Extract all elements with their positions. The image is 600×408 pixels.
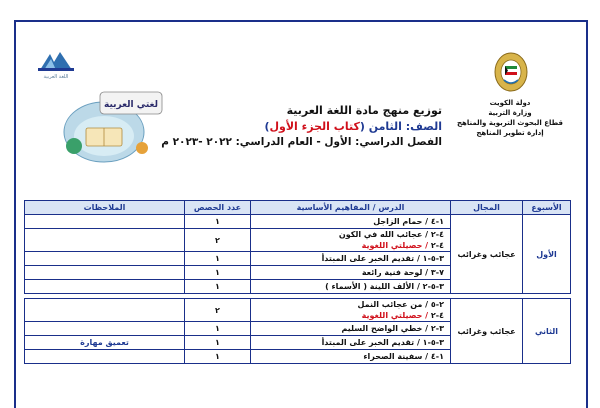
lesson-title: / من عجائب النمل	[357, 300, 429, 309]
lesson-entry	[254, 216, 444, 227]
count-cell: ١	[185, 215, 251, 229]
state-emblem-icon	[492, 50, 530, 96]
document-title: توزيع منهج مادة اللغة العربية	[286, 104, 442, 117]
lesson-title: / عجائب الله في الكون	[338, 230, 429, 239]
ministry-header	[448, 98, 572, 138]
lesson-entry	[254, 253, 444, 264]
lesson-code: ٣-٥-٢	[419, 282, 444, 291]
week-cell: الأول	[523, 215, 571, 294]
grade-prefix: الصف: الثامن (	[359, 120, 442, 133]
document-title-block	[161, 104, 442, 148]
lesson-cell	[251, 336, 451, 350]
lesson-code: ٧-٣	[428, 268, 444, 277]
lesson-entry	[254, 299, 444, 310]
count-cell: ١	[185, 322, 251, 336]
header-domain: المجال	[451, 201, 523, 215]
lesson-code: ٤-٢	[428, 230, 444, 239]
count-cell: ١	[185, 350, 251, 364]
lesson-title: / حصيلتي اللغوية	[361, 311, 429, 320]
table-header-row	[25, 201, 571, 215]
lesson-entry	[254, 240, 444, 251]
ministry-line: قطاع البحوث التربوية والمناهج	[456, 119, 564, 127]
lesson-entry	[254, 337, 444, 348]
lesson-title: / سفينة الصحراء	[363, 352, 429, 361]
lesson-title: / خطي الواضح السليم	[341, 324, 429, 333]
grade-suffix: )	[264, 120, 270, 133]
domain-cell: عجائب وغرائب	[451, 299, 523, 364]
notes-cell	[25, 252, 185, 266]
lesson-entry	[254, 310, 444, 321]
notes-cell	[25, 229, 185, 252]
lesson-cell	[251, 299, 451, 322]
curriculum-logo	[36, 50, 76, 72]
lesson-entry	[254, 351, 444, 362]
count-cell: ٢	[185, 229, 251, 252]
lesson-title: / لوحة فنية رائعة	[361, 268, 429, 277]
header-lesson: الدرس / المفاهيم الأساسية	[251, 201, 451, 215]
semester-line: الفصل الدراسي: الأول - العام الدراسي: ٢٠٢٢ -٢٠٢٣ م	[161, 136, 442, 148]
lesson-entry	[254, 323, 444, 334]
notes-cell	[25, 215, 185, 229]
lesson-title: / تقديم الخبر على المبتدأ	[321, 254, 420, 263]
curriculum-table	[24, 200, 571, 364]
grade-line	[208, 120, 442, 133]
table-row	[25, 215, 571, 229]
header-count: عدد الحصص	[185, 201, 251, 215]
notes-cell	[25, 322, 185, 336]
lesson-entry	[254, 267, 444, 278]
notes-cell	[25, 280, 185, 294]
lesson-title: / حمام الزاجل	[373, 217, 429, 226]
count-cell: ٢	[185, 299, 251, 322]
count-cell: ١	[185, 280, 251, 294]
lesson-code: ٤-٢	[428, 241, 444, 250]
book-badge-title: لغتي العربية	[103, 100, 159, 110]
notes-cell	[25, 299, 185, 322]
grade-book: كتاب الجزء الأول	[269, 120, 360, 133]
lesson-cell	[251, 215, 451, 229]
notes-cell: تعميق مهارة	[25, 336, 185, 350]
lesson-cell	[251, 252, 451, 266]
lesson-cell	[251, 266, 451, 280]
notes-cell	[25, 266, 185, 280]
table-row	[25, 299, 571, 322]
lesson-cell	[251, 229, 451, 252]
lesson-cell	[251, 350, 451, 364]
lesson-code: ١-٤	[428, 217, 444, 226]
ministry-line: وزارة التربية	[488, 109, 532, 117]
lesson-title: / تقديم الخبر على المبتدأ	[321, 338, 420, 347]
count-cell: ١	[185, 252, 251, 266]
count-cell: ١	[185, 336, 251, 350]
notes-cell	[25, 350, 185, 364]
week-cell: الثاني	[523, 299, 571, 364]
logo-caption: اللغة العربية	[43, 74, 69, 80]
header-notes: الملاحظات	[25, 201, 185, 215]
count-cell: ١	[185, 266, 251, 280]
lesson-cell	[251, 322, 451, 336]
ministry-line: إدارة تطوير المناهج	[476, 129, 544, 137]
lesson-code: ٣-٥-١	[419, 254, 444, 263]
lesson-title: / حصيلتي اللغوية	[361, 241, 429, 250]
lesson-code: ٤-٢	[428, 311, 444, 320]
lesson-code: ٢-٥	[428, 300, 444, 309]
book-badge-icon	[56, 88, 164, 166]
lesson-title: / الألف اللينة ( الأسماء )	[325, 282, 420, 291]
lesson-code: ٣-٥-١	[419, 338, 444, 347]
lesson-code: ٣-٢	[428, 324, 444, 333]
header-week: الأسبوع	[523, 201, 571, 215]
domain-cell: عجائب وغرائب	[451, 215, 523, 294]
lesson-entry	[254, 229, 444, 240]
lesson-entry	[254, 281, 444, 292]
lesson-code: ١-٤	[428, 352, 444, 361]
lesson-cell	[251, 280, 451, 294]
ministry-line: دولة الكويت	[489, 99, 531, 107]
